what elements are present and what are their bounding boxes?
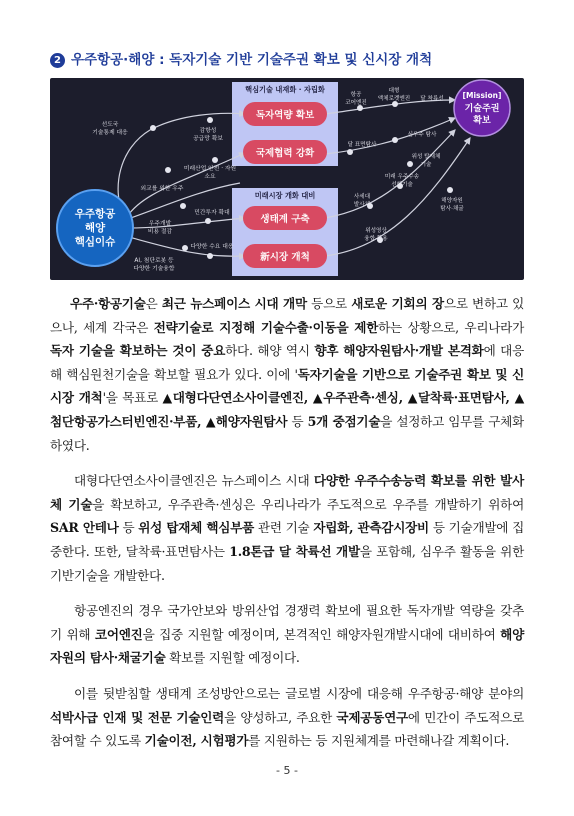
body-text-run: 을 확보하고, 우주관측·센싱은 우리나라가 주도적으로 우주를 개발하기 위하여 [92, 496, 524, 512]
emphasis-text: 자립화, 관측감시장비 [313, 520, 429, 536]
strategy-diagram-svg [50, 78, 524, 280]
mid-label-2a: 미래산업 안전 · 자원 [183, 166, 237, 172]
box4-label: 新시장 개척 [260, 252, 310, 263]
mission-label-3: 확보 [473, 116, 491, 126]
right-label-7b: 선행기술 [391, 182, 413, 188]
mid-label-4: 다양한 수요 대응 [190, 244, 234, 250]
left-label-4b: 다양한 기술융합 [133, 266, 175, 272]
body-text-run: '을 목표로 [102, 390, 163, 406]
body-text-run: 으로 변하고 있으나, 세계 각국은 [50, 296, 525, 335]
emphasis-text: 석박사급 인재 및 전문 기술인력 [50, 709, 225, 725]
mid-label-2b: 소요 [204, 174, 216, 180]
emphasis-text: 해양자원의 탐사·채굴기술 [50, 626, 524, 666]
body-text-run: 항공엔진의 경우 국가안보와 방위산업 경쟁력 확보에 필요한 독자개발 역량을 갖추기 위해 [50, 603, 524, 642]
body-text-run: 등 [287, 413, 308, 429]
emphasis-text: 5개 중점기술 [307, 413, 381, 429]
emphasis-text: 향후 해양자원탐사·개발 본격화 [314, 343, 484, 359]
body-text-run: 을 포함해, 심우주 활동을 위한 기반기술을 개발한다. [50, 543, 524, 583]
body-text-run: 대형다단연소사이클엔진은 뉴스페이스 시대 [74, 473, 314, 489]
right-label-6a: 위성 탑재체 [411, 154, 441, 160]
section-number-badge: 2 [50, 53, 65, 68]
box1-label: 독자역량 확보 [255, 110, 315, 121]
paragraph-3 [50, 599, 524, 670]
body-text-run: 을 집중 지원할 예정이며, 본격적인 해양자원개발시대에 대비하여 [142, 626, 501, 642]
emphasis-text: 다양한 우주수송능력 확보를 위한 발사체 기술 [50, 473, 525, 512]
left-label-2: 외교를 위한 우주 [140, 186, 184, 192]
body-text-run: 에 대응해 핵심원천기술을 확보할 필요가 있다. 이에 ' [50, 343, 524, 382]
section-heading [50, 48, 530, 68]
right-label-5: 심우주 탐사 [407, 132, 437, 138]
emphasis-text: 최근 뉴스페이스 시대 개막 [161, 296, 307, 311]
emphasis-text: 독자기술을 기반으로 기술주권 확보 및 신시장 개척 [50, 366, 524, 406]
body-text-run: 등 [118, 520, 139, 536]
left-label-3b: 비용 절감 [147, 229, 173, 235]
box3-label: 생태계 구축 [260, 214, 310, 225]
emphasis-text: ▲대형다단연소사이클엔진, ▲우주관측·센싱, ▲달착륙·표면탐사, ▲첨단항공가스터빈엔진·부품, ▲해양자원탐사 [50, 390, 524, 429]
center-label-2: 해양 [84, 222, 106, 234]
emphasis-text: 코어엔진 [94, 626, 143, 642]
left-label-3a: 우주개발 [148, 221, 172, 227]
body-text-run: 을 설정하고 임무를 구체화하였다. [50, 413, 524, 453]
body-text-run: 관련 기술 [254, 520, 314, 536]
right-label-8b: 발사체 [353, 202, 371, 208]
mid-label-1a: 감항성 [199, 128, 217, 134]
section-heading-text: 우주항공·해양 : 독자기술 기반 기술주권 확보 및 신시장 개척 [71, 52, 433, 68]
right-label-8a: 사세대 [353, 194, 371, 200]
right-label-10a: 해양자원 [441, 198, 463, 204]
emphasis-text: 독자 기술을 확보하는 것이 중요 [50, 343, 226, 359]
left-label-4a: AI, 첨단로봇 등 [134, 258, 174, 264]
right-label-6b: 기술 [420, 162, 432, 168]
right-label-9b: 융합·활용 [364, 236, 388, 242]
section-title-top: 핵심기술 내재화 · 자립화 [245, 85, 325, 94]
body-text-run: 등으로 [306, 296, 352, 311]
emphasis-text: 1.8톤급 달 착륙선 개발 [229, 543, 360, 559]
right-label-4: 달 표면탐사 [347, 142, 377, 148]
right-label-3: 달 착륙선 [420, 96, 444, 102]
emphasis-text: 기술이전, 시험평가 [144, 733, 249, 749]
emphasis-text: 위성 탑재체 핵심부품 [138, 520, 255, 536]
emphasis-text: 새로운 기회의 장 [351, 296, 444, 311]
section-title-bottom: 미래시장 개화 대비 [254, 191, 316, 200]
right-label-10b: 탐사·채굴 [440, 206, 464, 212]
body-text-run: 에 민간이 주도적으로 참여할 수 있도록 [50, 709, 524, 749]
mid-label-3: 민간투자 확대 [194, 210, 230, 216]
paragraph-4 [50, 682, 524, 753]
body-text-run: 를 지원하는 등 지원체계를 마련해나갈 계획이다. [248, 733, 510, 749]
paragraph-2 [50, 469, 524, 587]
page-number: - 5 - [276, 764, 298, 777]
right-label-7a: 미래 우주수송 [384, 174, 420, 180]
mid-label-1b: 공급망 확보 [193, 136, 223, 142]
body-text-run: 은 [145, 296, 162, 311]
strategy-diagram [50, 78, 524, 280]
right-label-1b: 코어엔진 [345, 100, 367, 106]
left-label-1b: 기술통제 대응 [92, 130, 128, 136]
body-text-run: 이를 뒷받침할 생태계 조성방안으로는 글로벌 시장에 대응해 우주항공·해양 분야의 [74, 685, 524, 701]
body-text-run: 하다. 해양 역시 [225, 343, 315, 359]
emphasis-text: 우주·항공기술 [70, 296, 146, 311]
paragraph-1 [50, 292, 524, 457]
emphasis-text: 전략기술로 지정해 기술수출·이동을 제한 [153, 319, 379, 335]
center-label-1: 우주항공 [74, 208, 116, 220]
left-label-1a: 선도국 [101, 122, 119, 128]
mission-label-2: 기술주권 [464, 104, 500, 114]
right-label-1a: 항공 [350, 92, 362, 98]
mission-label-1: [Mission] [462, 91, 502, 100]
body-text [50, 292, 524, 765]
body-text-run: 확보를 지원할 예정이다. [165, 650, 300, 666]
right-label-2b: 액체로켓엔진 [377, 96, 411, 102]
body-text-run: 하는 상황으로, 우리나라가 [378, 319, 524, 335]
emphasis-text: 국제공동연구 [336, 709, 408, 725]
box2-label: 국제협력 강화 [255, 148, 315, 159]
right-label-9a: 위성영상 [365, 228, 387, 234]
body-text-run: 등 기술개발에 집중한다. 또한, 달착륙·표면탐사는 [50, 520, 525, 559]
center-label-3: 핵심이슈 [74, 236, 116, 248]
right-label-2a: 대형 [388, 88, 400, 94]
emphasis-text: SAR 안테나 [50, 520, 119, 536]
body-text-run: 을 양성하고, 주요한 [224, 709, 337, 725]
